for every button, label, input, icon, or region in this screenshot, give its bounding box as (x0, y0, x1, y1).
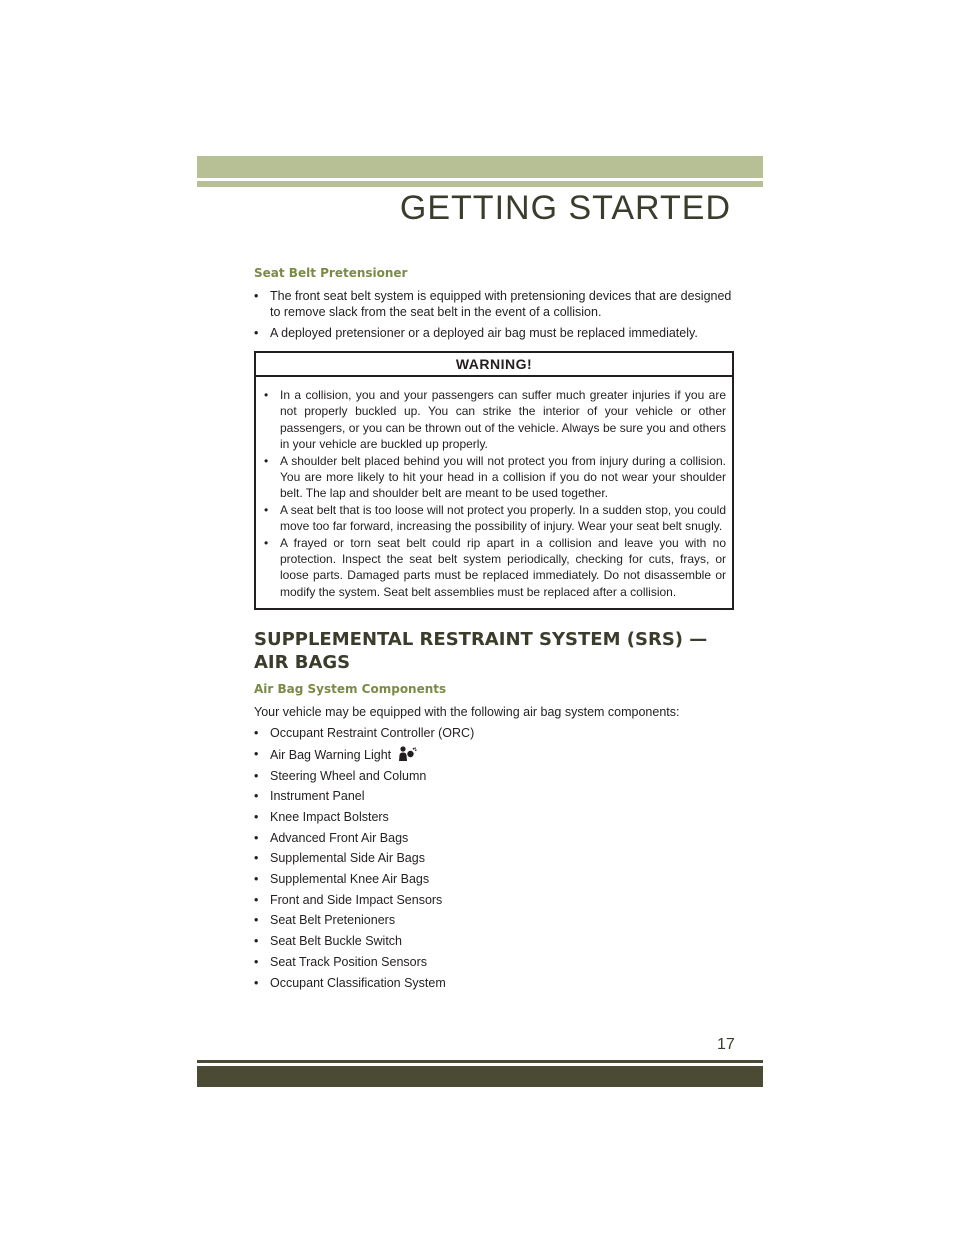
list-item-text: Occupant Classification System (270, 975, 446, 990)
list-item: • Instrument Panel (254, 789, 365, 804)
components-list (254, 725, 734, 990)
list-item-text: A shoulder belt placed behind you will not protect you from injury during a collision. You are more likely to hit your head in a collision if you do not wear your shoulder belt. The lap and shoulder belt are meant to be used together. (280, 453, 726, 501)
page-content (254, 266, 734, 995)
list-item-text: A deployed pretensioner or a deployed air bag must be replaced immediately. (270, 326, 698, 340)
list-item: • Front and Side Impact Sensors (254, 892, 443, 907)
list-item: • Knee Impact Bolsters (254, 810, 389, 825)
section-title: GETTING STARTED (399, 189, 731, 227)
components-intro: Your vehicle may be equipped with the following air bag system components: (254, 705, 680, 720)
list-item: • Air Bag Warning Light (254, 746, 734, 763)
list-item-text: Occupant Restraint Controller (ORC) (270, 726, 475, 741)
list-item-text: Seat Belt Buckle Switch (270, 934, 403, 949)
list-item: • A shoulder belt placed behind you will not protect you from injury during a collision. You are more likely to hit your head in a collision if you do not wear your shoulder belt. The lap and shoulder belt are meant to be used together. (264, 453, 726, 501)
list-item: • A frayed or torn seat belt could rip apart in a collision and leave you with no protection. Inspect the seat belt system periodically, checking for cuts, frays, or loose parts. Damaged parts must be replaced immediately. Do not disassemble or modify the system. Seat belt assemblies must be replaced after a collision. (264, 535, 726, 599)
list-item: • Supplemental Knee Air Bags (254, 872, 430, 887)
list-item-text: Air Bag Warning Light (270, 747, 392, 762)
pretensioner-heading: Seat Belt Pretensioner (254, 266, 408, 280)
list-item-text: In a collision, you and your passengers can suffer much greater injuries if you are not properly buckled up. You can strike the interior of your vehicle or other passengers, or you can be thrown out of the vehicle. Always be sure you and others in your vehicle are buckled up properly. (280, 388, 726, 452)
list-item: • The front seat belt system is equipped with pretensioning devices that are designed to remove slack from the seat belt in the event of a collision. (254, 289, 732, 319)
pretensioner-list (254, 288, 734, 341)
list-item-text: A seat belt that is too loose will not protect you properly. In a sudden stop, you could move too far forward, increasing the possibility of injury. Wear your seat belt snugly. (280, 502, 726, 534)
warning-box (254, 351, 734, 610)
header-rule (197, 181, 763, 187)
list-item: • Occupant Restraint Controller (ORC) (254, 726, 475, 741)
warning-list (264, 387, 726, 600)
list-item-text: Seat Belt Pretenioners (270, 913, 396, 928)
list-item-text: Seat Track Position Sensors (270, 954, 428, 969)
list-item-text: A frayed or torn seat belt could rip apart in a collision and leave you with no protection. Inspect the seat belt system periodically, checking for cuts, frays, or loose parts. Damaged parts must be replaced immediately. Do not disassemble or modify the system. Seat belt assemblies must be replaced after a collision. (280, 535, 726, 599)
list-item: • Seat Track Position Sensors (254, 954, 428, 969)
list-item-text: The front seat belt system is equipped with pretensioning devices that are designed to remove slack from the seat belt in the event of a collision. (270, 289, 732, 319)
list-item-text: Instrument Panel (270, 789, 365, 804)
page-number: 17 (717, 1036, 735, 1053)
list-item: • A deployed pretensioner or a deployed air bag must be replaced immediately. (254, 326, 698, 340)
list-item-text: Supplemental Side Air Bags (270, 851, 425, 866)
srs-heading (254, 628, 734, 674)
footer-band (197, 1066, 763, 1087)
warning-body (256, 377, 732, 608)
header-band (197, 156, 763, 178)
list-item-text: Steering Wheel and Column (270, 768, 427, 783)
list-item: • In a collision, you and your passengers can suffer much greater injuries if you are not properly buckled up. You can strike the interior of your vehicle or other passengers, or you can be thrown out of the vehicle. Always be sure you and others in your vehicle are buckled up properly. (264, 388, 726, 452)
srs-heading-line1: SUPPLEMENTAL RESTRAINT SYSTEM (SRS) — (254, 629, 708, 651)
list-item-text: Knee Impact Bolsters (270, 810, 389, 825)
list-item: • Seat Belt Buckle Switch (254, 934, 403, 949)
warning-title: WARNING! (256, 353, 732, 377)
list-item: • Seat Belt Pretenioners (254, 913, 396, 928)
list-item: • A seat belt that is too loose will not protect you properly. In a sudden stop, you could move too far forward, increasing the possibility of injury. Wear your seat belt snugly. (264, 502, 726, 534)
list-item: • Advanced Front Air Bags (254, 830, 409, 845)
srs-heading-line2: AIR BAGS (254, 652, 351, 674)
list-item-text: Front and Side Impact Sensors (270, 892, 443, 907)
airbag-components-heading: Air Bag System Components (254, 682, 447, 697)
footer-rule (197, 1060, 763, 1063)
air-bag-warning-icon (397, 746, 417, 762)
list-item-text: Advanced Front Air Bags (270, 830, 409, 845)
list-item-text: Supplemental Knee Air Bags (270, 872, 430, 887)
list-item: • Supplemental Side Air Bags (254, 851, 425, 866)
list-item: • Occupant Classification System (254, 975, 446, 990)
list-item: • Steering Wheel and Column (254, 768, 427, 783)
